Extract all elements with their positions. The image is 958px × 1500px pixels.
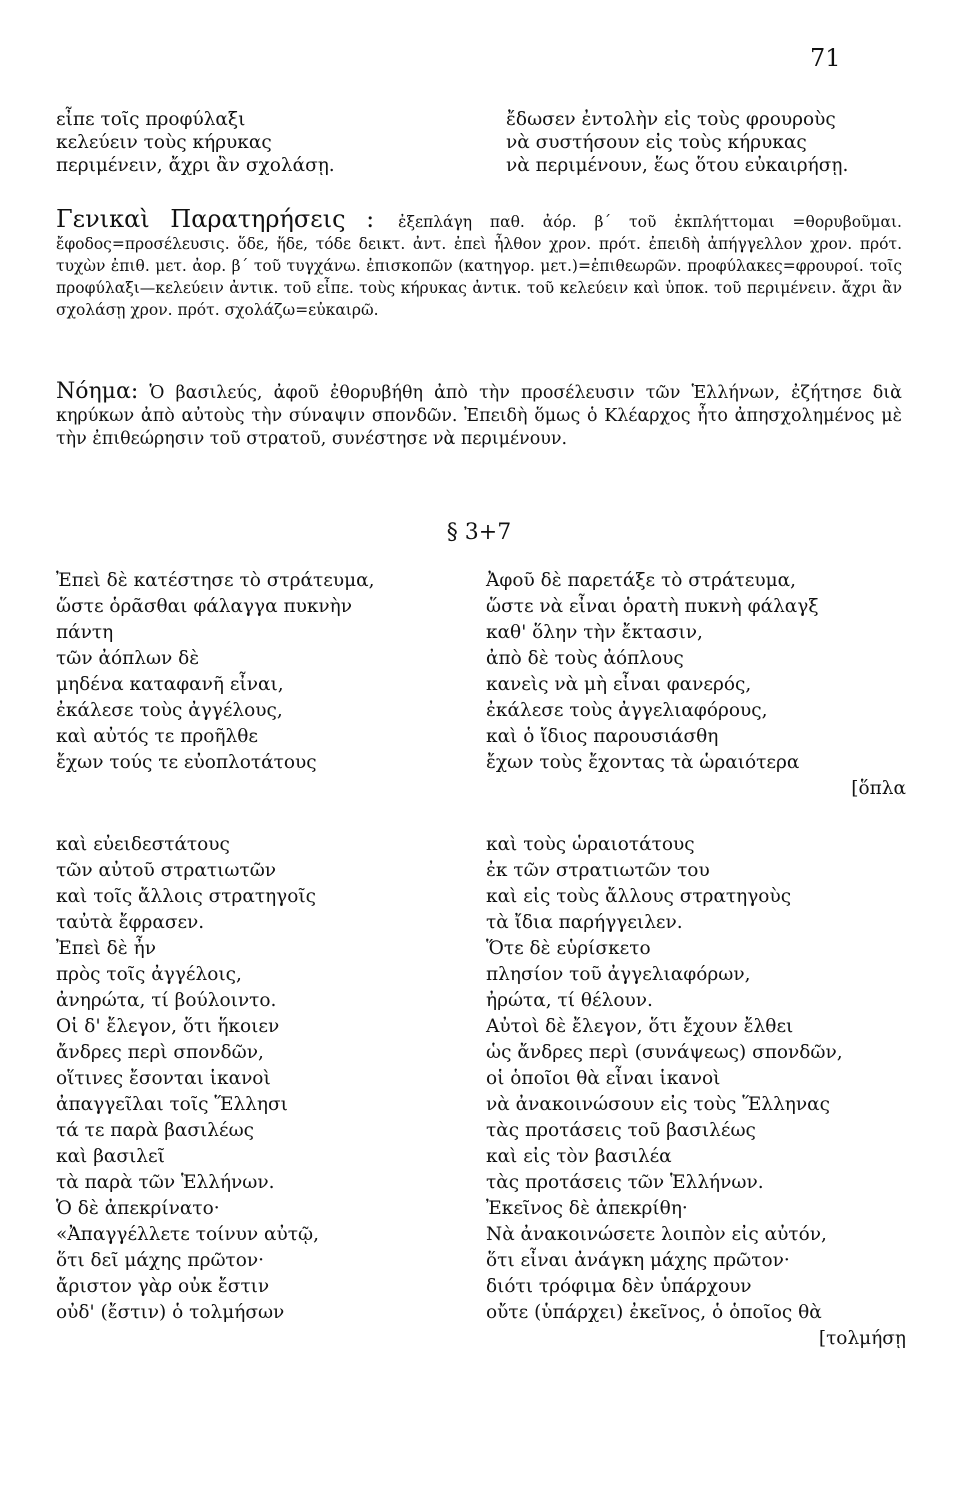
general-remarks-title: Γενικαὶ Παρατηρήσεις : bbox=[56, 205, 375, 233]
verse-spacer bbox=[56, 776, 476, 802]
translation-line: νὰ περιμένουν, ἕως ὅτου εὐκαιρήσῃ. bbox=[506, 155, 849, 176]
translation-verse-line: καὶ ὁ ἴδιος παρουσιάσθη bbox=[486, 726, 719, 747]
translation-verse-line: τὰς προτάσεις τῶν Ἑλλήνων. bbox=[486, 1172, 764, 1193]
original-verse-line: ὥστε ὁρᾶσθαι φάλαγγα πυκνὴν bbox=[56, 596, 353, 617]
section-heading: § 3+7 bbox=[446, 520, 512, 545]
original-verse-line: καὶ εὐειδεστάτους bbox=[56, 834, 230, 855]
original-verse-line: καὶ τοῖς ἄλλοις στρατηγοῖς bbox=[56, 886, 316, 907]
original-verse-line: οἵτινες ἔσονται ἱκανοὶ bbox=[56, 1068, 271, 1089]
translation-verse-column bbox=[486, 568, 906, 1352]
original-verse-line: ἀνηρώτα, τί βούλοιντο. bbox=[56, 990, 277, 1011]
translation-verse-line: ἀπὸ δὲ τοὺς ἀόπλους bbox=[486, 648, 684, 669]
translation-verse-continuation: [τολμήσῃ bbox=[818, 1328, 906, 1349]
original-verse-line: καὶ αὐτός τε προῆλθε bbox=[56, 726, 258, 747]
top-translation-column bbox=[506, 108, 906, 177]
translation-verse-line: Ἐκεῖνος δὲ ἀπεκρίθη· bbox=[486, 1198, 688, 1219]
translation-verse-line: ὥστε νὰ εἶναι ὁρατὴ πυκνὴ φάλαγξ bbox=[486, 596, 819, 617]
translation-verse-line: οἱ ὁποῖοι θὰ εἶναι ἱκανοὶ bbox=[486, 1068, 721, 1089]
original-verse-line: οὐδ' (ἔστιν) ὁ τολμήσων bbox=[56, 1302, 285, 1323]
original-verse-line: τῶν ἀόπλων δὲ bbox=[56, 648, 200, 669]
original-verse-line: Ἐπεὶ δὲ κατέστησε τὸ στράτευμα, bbox=[56, 570, 375, 591]
translation-line: ἔδωσεν ἐντολὴν εἰς τοὺς φρουροὺς bbox=[506, 109, 836, 130]
translation-verse-line: καὶ εἰς τοὺς ἄλλους στρατηγοὺς bbox=[486, 886, 792, 907]
original-line: περιμένειν, ἄχρι ἂν σχολάσῃ. bbox=[56, 155, 335, 176]
original-verse-line: καὶ βασιλεῖ bbox=[56, 1146, 165, 1167]
translation-verse-line: ἔχων τοὺς ἔχοντας τὰ ὡραιότερα bbox=[486, 752, 800, 773]
top-original-column bbox=[56, 108, 456, 177]
original-verse-line: ὅτι δεῖ μάχης πρῶτον· bbox=[56, 1250, 265, 1271]
translation-verse-line: Ἀφοῦ δὲ παρετάξε τὸ στράτευμα, bbox=[486, 570, 796, 591]
meaning-label: Νόημα: bbox=[56, 379, 139, 404]
original-verse-column bbox=[56, 568, 476, 1352]
meaning-text: Ὁ βασιλεύς, ἀφοῦ ἐθορυβήθη ἀπὸ τὴν προσέλευσιν τῶν Ἑλλήνων, ἐζήτησε διὰ κηρύκων ἀπὸ αὐτοὺς τὴν σύναψιν σπονδῶν. Ἐπειδὴ ὅμως ὁ Κλέαρχος ἦτο ἀπησχολημένος μὲ τὴν ἐπιθεώρησιν τοῦ στρατοῦ, συνέστησε νὰ περιμένουν. bbox=[56, 383, 902, 449]
translation-line: νὰ συστήσουν εἰς τοὺς κήρυκας bbox=[506, 132, 807, 153]
original-verse-line: τά τε παρὰ βασιλέως bbox=[56, 1120, 255, 1141]
translation-verse-line: Νὰ ἀνακοινώσετε λοιπὸν εἰς αὐτόν, bbox=[486, 1224, 827, 1245]
original-verse-line: ταὐτὰ ἔφρασεν. bbox=[56, 912, 205, 933]
verse-gap bbox=[56, 802, 476, 832]
translation-verse-line: ὅτι εἶναι ἀνάγκη μάχης πρῶτον· bbox=[486, 1250, 790, 1271]
page-number: 71 bbox=[810, 44, 841, 72]
translation-verse-line: Αὐτοὶ δὲ ἔλεγον, ὅτι ἔχουν ἔλθει bbox=[486, 1016, 794, 1037]
original-verse-line: πάντη bbox=[56, 622, 114, 643]
original-verse-line: Οἱ δ' ἔλεγον, ὅτι ἥκοιεν bbox=[56, 1016, 280, 1037]
translation-verse-line: ἐκάλεσε τοὺς ἀγγελιαφόρους, bbox=[486, 700, 768, 721]
original-verse-line: ἐκάλεσε τοὺς ἀγγέλους, bbox=[56, 700, 283, 721]
general-remarks-body: ἐξεπλάγη παθ. ἀόρ. β΄ τοῦ ἐκπλήττομαι =θορυβοῦμαι. ἔφοδος=προσέλευσις. ὅδε, ἥδε, τόδε δεικτ. ἀντ. ἐπεὶ ἦλθον χρον. πρότ. ἐπειδὴ ἀπήγγελλον χρον. πρότ. τυχὼν ἐπιθ. μετ. ἀορ. β΄ τοῦ τυγχάνω. ἐπισκοπῶν (κατηγορ. μετ.)=ἐπιθεωρῶν. προφύλακες=φρουροί. τοῖς προφύλαξι—κελεύειν ἀντικ. τοῦ εἶπε. τοὺς κήρυκας ἀντικ. τοῦ κελεύειν καὶ ὑποκ. τοῦ περιμένειν. ἄχρι ἂν σχολάσῃ χρον. πρότ. σχολάζω=εὐκαιρῶ. bbox=[56, 213, 902, 319]
translation-verse-line: τὰς προτάσεις τοῦ βασιλέως bbox=[486, 1120, 756, 1141]
original-line: εἶπε τοῖς προφύλαξι bbox=[56, 109, 246, 130]
original-verse-line: τῶν αὐτοῦ στρατιωτῶν bbox=[56, 860, 277, 881]
original-verse-line: μηδένα καταφανῆ εἶναι, bbox=[56, 674, 284, 695]
original-verse-line: πρὸς τοῖς ἀγγέλοις, bbox=[56, 964, 242, 985]
original-line: κελεύειν τοὺς κήρυκας bbox=[56, 132, 272, 153]
meaning-paragraph bbox=[56, 380, 902, 451]
top-parallel-text bbox=[56, 108, 906, 177]
original-verse-line: «Ἀπαγγέλλετε τοίνυν αὐτῷ, bbox=[56, 1224, 319, 1245]
original-verse-line: ἀπαγγεῖλαι τοῖς Ἕλλησι bbox=[56, 1094, 288, 1115]
original-verse-line: Ὁ δὲ ἀπεκρίνατο· bbox=[56, 1198, 220, 1219]
translation-verse-line: νὰ ἀνακοινώσουν εἰς τοὺς Ἕλληνας bbox=[486, 1094, 830, 1115]
verse-gap bbox=[486, 802, 906, 832]
translation-verse-line: καὶ τοὺς ὡραιοτάτους bbox=[486, 834, 695, 855]
translation-verse-line: διότι τρόφιμα δὲν ὑπάρχουν bbox=[486, 1276, 752, 1297]
general-remarks bbox=[56, 205, 902, 321]
translation-verse-line: καθ' ὅλην τὴν ἔκτασιν, bbox=[486, 622, 703, 643]
translation-verse-line: τὰ ἴδια παρήγγειλεν. bbox=[486, 912, 683, 933]
parallel-verse-text bbox=[56, 568, 906, 1352]
translation-verse-continuation: [ὅπλα bbox=[851, 778, 906, 799]
original-verse-line: Ἐπεὶ δὲ ἦν bbox=[56, 938, 156, 959]
original-verse-line: ἄριστον γὰρ οὐκ ἔστιν bbox=[56, 1276, 270, 1297]
translation-verse-line: καὶ εἰς τὸν βασιλέα bbox=[486, 1146, 672, 1167]
translation-verse-line: πλησίον τοῦ ἀγγελιαφόρων, bbox=[486, 964, 751, 985]
original-verse-line: ἔχων τούς τε εὐοπλοτάτους bbox=[56, 752, 317, 773]
original-verse-line: ἄνδρες περὶ σπονδῶν, bbox=[56, 1042, 264, 1063]
translation-verse-line: ἠρώτα, τί θέλουν. bbox=[486, 990, 653, 1011]
original-verse-line: τὰ παρὰ τῶν Ἑλλήνων. bbox=[56, 1172, 275, 1193]
translation-verse-line: οὔτε (ὑπάρχει) ἐκεῖνος, ὁ ὁποῖος θὰ bbox=[486, 1302, 822, 1323]
translation-verse-line: Ὅτε δὲ εὑρίσκετο bbox=[486, 938, 651, 959]
translation-verse-line: κανεὶς νὰ μὴ εἶναι φανερός, bbox=[486, 674, 752, 695]
translation-verse-line: ὡς ἄνδρες περὶ (συνάψεως) σπονδῶν, bbox=[486, 1042, 843, 1063]
translation-verse-line: ἐκ τῶν στρατιωτῶν του bbox=[486, 860, 710, 881]
